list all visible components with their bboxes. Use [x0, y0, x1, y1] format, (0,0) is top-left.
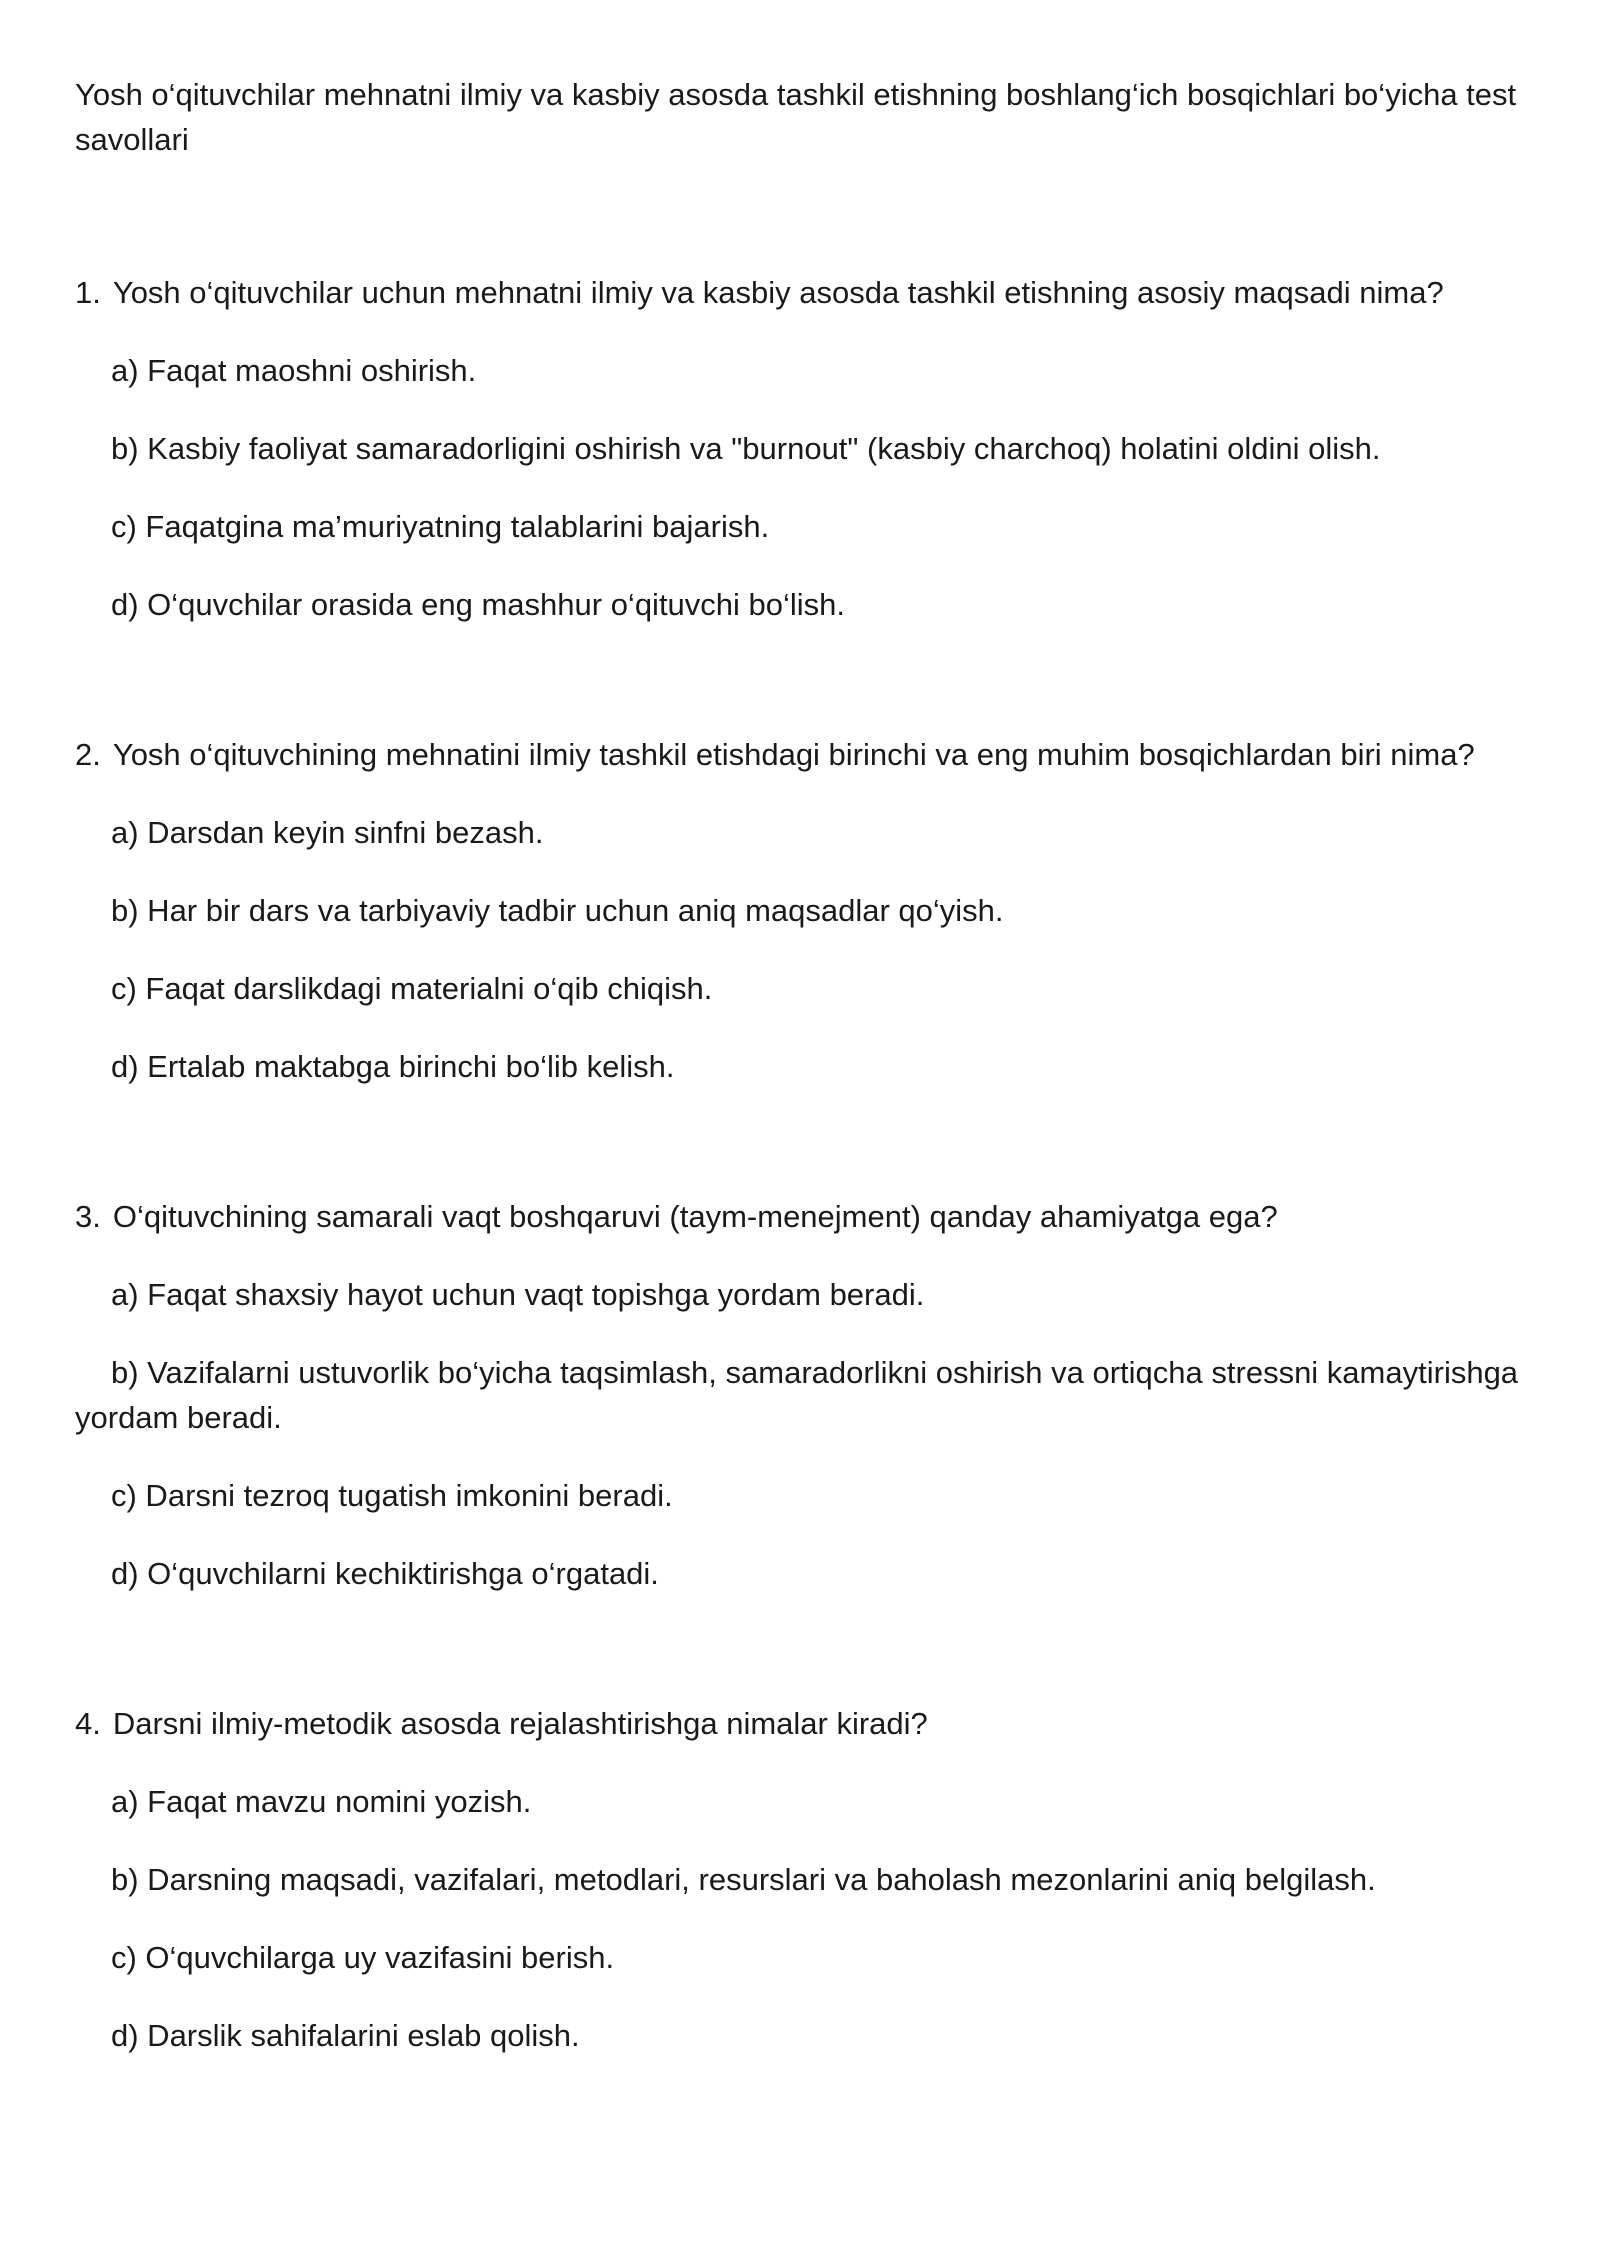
answer-option-d: d) Ertalab maktabga birinchi bo‘lib kelish. [111, 1049, 675, 1084]
question-prompt: Yosh o‘qituvchining mehnatini ilmiy tashkil etishdagi birinchi va eng muhim bosqichlardan biri nima? [112, 737, 1475, 772]
question-text [75, 1194, 1535, 1239]
answer-option-b: b) Vazifalarni ustuvorlik bo‘yicha taqsimlash, samaradorlikni oshirish va ortiqcha stressni kamaytirishga yordam beradi. [75, 1355, 1519, 1435]
answer-option-d: d) O‘quvchilarni kechiktirishga o‘rgatadi. [111, 1556, 659, 1591]
question-3 [75, 1194, 1535, 1596]
answer-option-d: d) Darslik sahifalarini eslab qolish. [111, 2018, 580, 2053]
question-prompt: Yosh o‘qituvchilar uchun mehnatni ilmiy va kasbiy asosda tashkil etishning asosiy maqsadi nima? [112, 275, 1444, 310]
question-number: 1. [75, 275, 101, 310]
question-number: 3. [75, 1199, 101, 1234]
answer-option-c: c) Darsni tezroq tugatish imkonini beradi. [111, 1478, 673, 1513]
answer-option-d: d) O‘quvchilar orasida eng mashhur o‘qituvchi bo‘lish. [111, 587, 846, 622]
answer-option-c: c) Faqat darslikdagi materialni o‘qib chiqish. [111, 971, 713, 1006]
answer-option-c: c) Faqatgina ma’muriyatning talablarini bajarish. [111, 509, 770, 544]
answer-option-b: b) Darsning maqsadi, vazifalari, metodlari, resurslari va baholash mezonlarini aniq belgilash. [111, 1862, 1376, 1897]
question-text [75, 270, 1535, 315]
answer-option-c: c) O‘quvchilarga uy vazifasini berish. [111, 1940, 615, 1975]
question-prompt: Darsni ilmiy-metodik asosda rejalashtirishga nimalar kiradi? [112, 1706, 928, 1741]
question-1 [75, 270, 1535, 627]
document-title: Yosh o‘qituvchilar mehnatni ilmiy va kasbiy asosda tashkil etishning boshlang‘ich bosqichlari bo‘yicha test savollari [75, 77, 1517, 157]
question-text [75, 732, 1535, 777]
question-4 [75, 1701, 1535, 2058]
answer-option-a: a) Faqat maoshni oshirish. [111, 353, 477, 388]
answer-option-a: a) Faqat shaxsiy hayot uchun vaqt topishga yordam beradi. [111, 1277, 925, 1312]
question-number: 4. [75, 1706, 101, 1741]
answer-option-a: a) Faqat mavzu nomini yozish. [111, 1784, 532, 1819]
answer-option-b: b) Har bir dars va tarbiyaviy tadbir uchun aniq maqsadlar qo‘yish. [111, 893, 1004, 928]
question-number: 2. [75, 737, 101, 772]
question-prompt: O‘qituvchining samarali vaqt boshqaruvi (taym-menejment) qanday ahamiyatga ega? [112, 1199, 1278, 1234]
answer-option-a: a) Darsdan keyin sinfni bezash. [111, 815, 544, 850]
document-page [75, 72, 1535, 2058]
question-text [75, 1701, 1535, 1746]
question-2 [75, 732, 1535, 1089]
answer-option-b: b) Kasbiy faoliyat samaradorligini oshirish va "burnout" (kasbiy charchoq) holatini oldini olish. [111, 431, 1381, 466]
